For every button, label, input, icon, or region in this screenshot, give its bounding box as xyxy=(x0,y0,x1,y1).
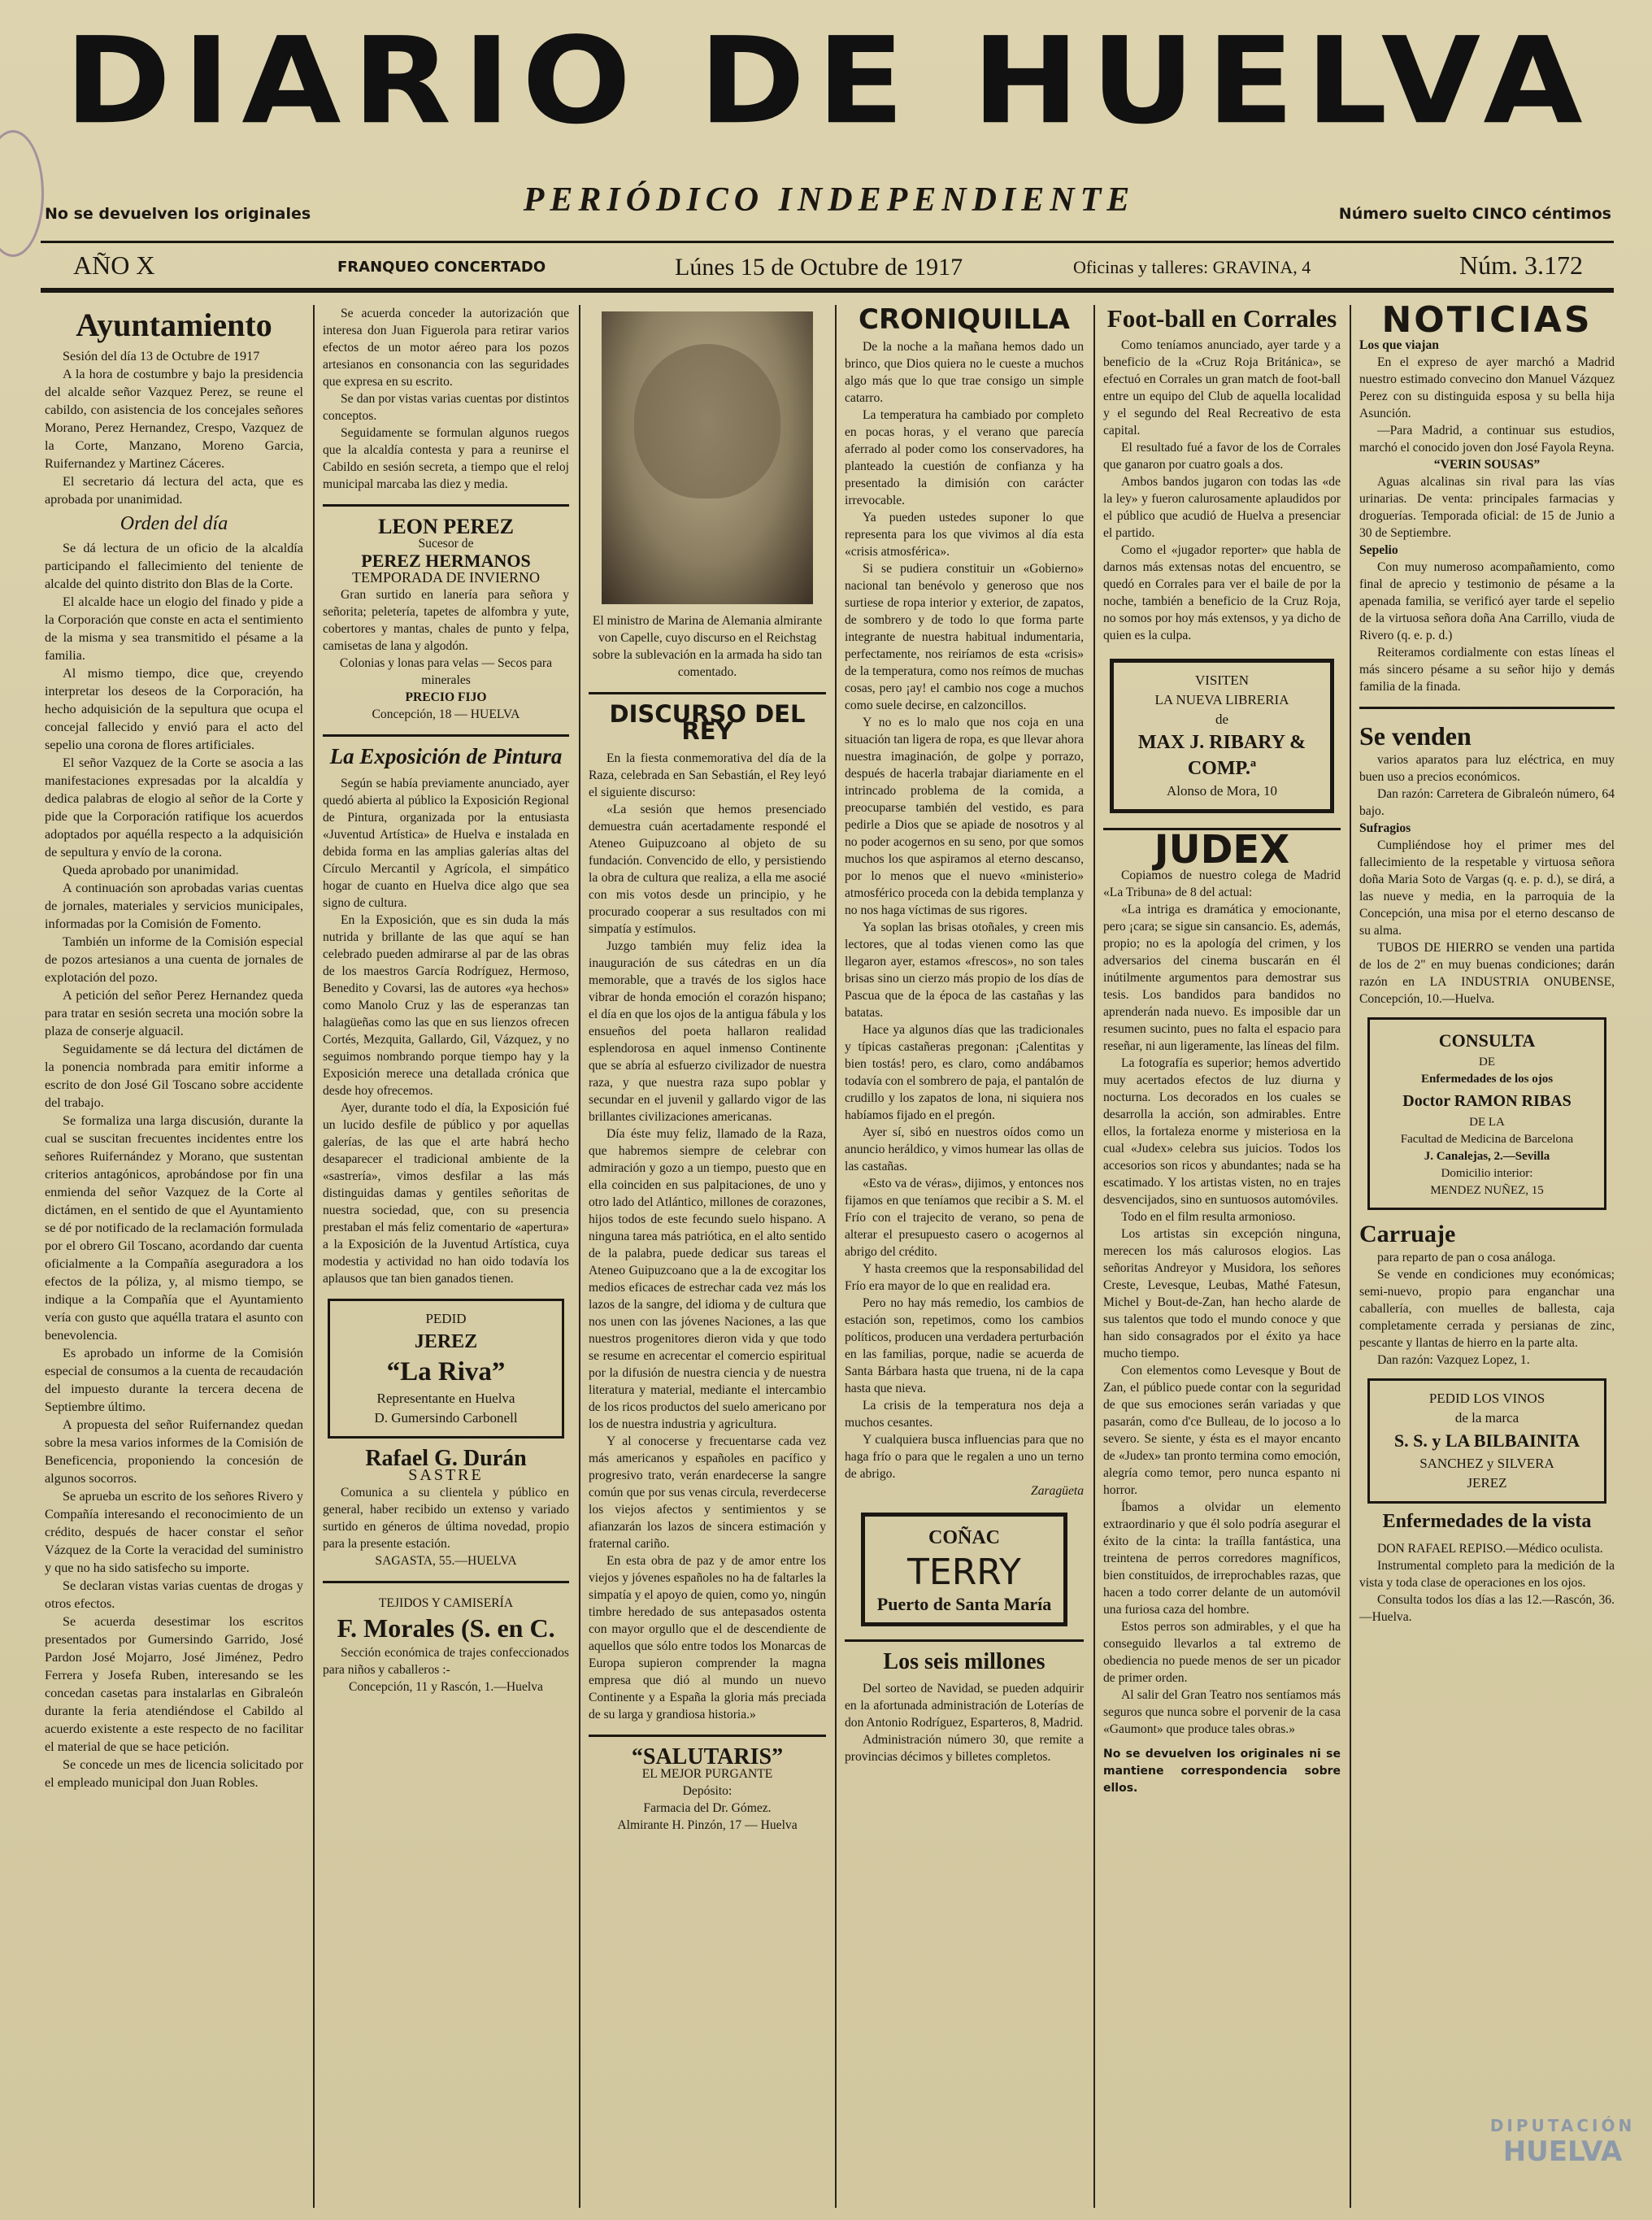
paragraph: A continuación son aprobadas varias cuentas de jornales, materiales y servicios municipales, informadas por la Comisión de Fomento. xyxy=(45,881,303,931)
paragraph: Copiamos de nuestro colega de Madrid «La Tribuna» de 8 del actual: xyxy=(1103,868,1341,899)
paragraph: Juzgo también muy feliz idea la inauguración de sus cátedras en un día memorable, que a través de los siglos hace vibrar de honda emoción el corazón hispano; el día en que los ojos de la antigua fábula y los ensueños del poeta hallaron realidad esplendorosa en aquel inmenso Continente que se abría al esfuerzo civilizador de nuestra raza, y que nuestra raza supo poblar y secundar en el juvenil y gallardo vigor de las brillantes civilizaciones americanas. xyxy=(589,939,826,1124)
paragraph: Íbamos a olvidar un elemento extraordinario y que él solo podría asegurar el éxito de la cinta: la traílla fantástica, una treintena de perros corredores magníficos, bien constituidos, de irreprochables razas, que hacen a todo correr delante de un automóvil una furiosa caza del hombre. xyxy=(1103,1500,1341,1617)
news-heading: Enfermedades de la vista xyxy=(1382,1511,1592,1532)
ad-text: de la marca xyxy=(1454,1410,1519,1426)
ad-brand: S. S. y LA BILBAINITA xyxy=(1393,1430,1580,1451)
paragraph: Y no es lo malo que nos coja en una situación tan ligera de ropa, es que llevar ahora nuestra imaginación, de golpe y porrazo, después de hacerla trabajar diariamente en el intrincado problema de la comida, a preocuparse también del vestido, es para pedirle a Dios que se apiade de nosotros y al no poder acogernos en su seno, por que somos muchos los que aspiramos al eterno descanso, por lo menos que el nuevo «ministerio» atmosférico proceda con la debida templanza y no nos haga víctimas de sus rigores. xyxy=(845,716,1084,917)
paragraph: Como teníamos anunciado, ayer tarde y a beneficio de la «Cruz Roja Británica», se efectuó en Corrales un gran match de foot-ball entre un equipo del Club de aquella localidad y el segundo del Real Recreativo de esta capital. xyxy=(1103,338,1341,437)
paragraph: Ayer, durante todo el día, la Exposición fué un lucido desfile de público y por aquellas galerías, de las que el arte habrá hecho desaparecer el tradicional ambiente de la «sastrería», vimos desfilar a las más distinguidas damas y gentiles señoritas de nuestra sociedad, que, con su presencia prestaban el más feliz comentario de «apertura» a la Exposición de la Juventud Artística, cuya modestia y actividad no han oido todavía los aplausos que tan bien ganados tienen. xyxy=(323,1101,569,1286)
paragraph: Seguidamente se dá lectura del dictámen de la ponencia nombrada para emitir informe a escrito de don José Gil Toscano sobre accidente del trabajo. xyxy=(45,1042,303,1110)
paragraph: Estos perros son admirables, y el que ha conseguido llevarlos a tal extremo de obediencia no puede menos de ser un picador de primer orden. xyxy=(1103,1620,1341,1685)
column-rule xyxy=(579,305,580,2208)
paragraph: Ayer sí, sibó en nuestros oídos como un anuncio heráldico, y vimos humear las ollas de las castañas. xyxy=(845,1125,1084,1173)
paragraph: Dan razón: Carretera de Gibraleón número, 64 bajo. xyxy=(1359,787,1615,818)
news-heading: Sepelio xyxy=(1359,543,1398,557)
paragraph: Cumpliéndose hoy el primer mes del fallecimiento de la respetable y virtuosa señora doña Maria Soto de Vargas (q. e. p. d.), se dirá, a las nueve y media, en la parroquia de la Concepción, una misa por el eterno descanso de su alma. xyxy=(1359,838,1615,938)
ad-trade: TEJIDOS Y CAMISERÍA xyxy=(378,1596,514,1610)
ad-address: J. Canalejas, 2.—Sevilla xyxy=(1424,1150,1550,1163)
section-title: La Exposición de Pintura xyxy=(329,744,563,768)
ad-bilbainita xyxy=(1367,1378,1606,1504)
column-croniquilla xyxy=(845,305,1084,2208)
paragraph: Sesión del día 13 de Octubre de 1917 xyxy=(63,349,260,363)
ad-text: Domicilio interior: xyxy=(1441,1167,1533,1180)
paragraph: El secretario dá lectura del acta, que es aprobada por unanimidad. xyxy=(45,474,303,507)
top-rule xyxy=(41,241,1614,243)
price-note: Número suelto CINCO céntimos xyxy=(1338,205,1611,223)
paragraph: De la noche a la mañana hemos dado un brinco, que Dios quiera no le cueste a muchos algo más que lo que trae consigo un simple catarro. xyxy=(845,340,1084,405)
photo-caption: El ministro de Marina de Alemania almirante von Capelle, cuyo discurso en el Reichstag sobre la sublevación en la armada ha sido tan comentado. xyxy=(592,614,823,679)
paragraph: Y cualquiera busca influencias para que no haga frío o para que le regalen a uno un terno de abrigo. xyxy=(845,1433,1084,1481)
ad-text: PEDID xyxy=(425,1311,467,1326)
library-seal xyxy=(0,130,44,257)
paragraph: Como el «jugador reporter» que habla de darnos más extensas notas del encuentro, se quedó en Corrales para ver el baile de por la noche, también a beneficio de la Cruz Roja, no somos por hoy más extensos, y ya dicho de quien es la culpa. xyxy=(1103,543,1341,642)
paragraph: varios aparatos para luz eléctrica, en muy buen uso a precios económicos. xyxy=(1359,753,1615,784)
ad-salutaris xyxy=(589,1744,826,1834)
section-title: NOTICIAS xyxy=(1381,305,1593,341)
postage-note: FRANQUEO CONCERTADO xyxy=(337,259,546,276)
issue-info-row xyxy=(41,249,1614,286)
paragraph: Consulta todos los días a las 12.—Rascón, 36.—Huelva. xyxy=(1359,1593,1615,1624)
paragraph: Pero no hay más remedio, los cambios de estación son, repetimos, como los cambios políticos, producen una verdadera perturbación en las familias, porque, nadie se acuerda de Santa Bárbara hasta que truena, ni de la capa hasta que nieva. xyxy=(845,1296,1084,1395)
ad-text: Enfermedades de los ojos xyxy=(1420,1073,1554,1086)
paragraph: Aguas alcalinas sin rival para las vías urinarias. De venta: principales farmacias y droguerías. Temporada oficial: de 15 de Junio a 30 de Septiembre. xyxy=(1359,475,1615,540)
paragraph: El señor Vazquez de la Corte se asocia a las manifestaciones expresadas por la alcaldía y dedica palabras de elogio al señor de la Corte y pide que la Corporación ratifique los acuerdos adoptados por aquélla respecto a la adquisición de sepultura y envío de la corona. xyxy=(45,755,303,860)
section-title: JUDEX xyxy=(1154,827,1290,873)
section-title: Foot-ball en Corrales xyxy=(1106,305,1337,333)
ad-text: Representante en Huelva xyxy=(376,1391,515,1406)
section-subtitle: Orden del día xyxy=(120,513,228,534)
section-title: CRONIQUILLA xyxy=(859,305,1070,336)
paragraph: También un informe de la Comisión especial de pozos artesianos a una cuenta de jornales de explotación del pozo. xyxy=(45,934,303,985)
paragraph: —Para Madrid, a continuar sus estudios, marchó el conocido joven don José Fayola Reyna. xyxy=(1359,424,1615,455)
ad-season: TEMPORADA DE INVIERNO xyxy=(352,569,540,585)
separator xyxy=(845,1639,1084,1642)
ad-leon-perez xyxy=(323,515,569,723)
paragraph: DON RAFAEL REPISO.—Médico oculista. xyxy=(1377,1542,1603,1556)
ad-text: D. Gumersindo Carbonell xyxy=(374,1410,518,1426)
ad-address: Concepción, 18 — HUELVA xyxy=(372,707,520,721)
ad-text: Comunica a su clientela y público en general, haber recibido un extenso y variado surtido en géneros de última novedad, propio para la presente estación. xyxy=(323,1486,569,1551)
section-title: Los seis millones xyxy=(883,1649,1046,1674)
ad-brand: TERRY xyxy=(907,1552,1021,1593)
ad-place: JEREZ xyxy=(414,1331,478,1352)
ad-morales xyxy=(323,1595,569,1695)
paragraph: Administración número 30, que remite a provincias décimos y billetes completos. xyxy=(845,1733,1084,1764)
paragraph: «Esto va de véras», dijimos, y entonces nos fijamos en que teníamos que recibir a S. M. el Frío con el trajecito de verano, so pena de alterar el presupuesto casero o acogernos al abrigo del crédito. xyxy=(845,1177,1084,1259)
paragraph: Y hasta creemos que la responsabilidad del Frío era mayor de lo que en realidad era. xyxy=(845,1262,1084,1293)
ad-title: F. Morales (S. en C. xyxy=(337,1613,555,1643)
column-second xyxy=(323,305,569,2208)
portrait-image xyxy=(602,311,813,604)
ad-name: Doctor RAMON RIBAS xyxy=(1402,1092,1572,1110)
ad-place: Puerto de Santa María xyxy=(876,1594,1052,1614)
paragraph: Instrumental completo para la medición de la vista y toda clase de operaciones en los ojos. xyxy=(1359,1559,1615,1590)
paragraph: Se concede un mes de licencia solicitado por el empleado municipal don Juan Robles. xyxy=(45,1757,303,1790)
column-rule xyxy=(1350,305,1351,2208)
ad-text: Facultad de Medicina de Barcelona xyxy=(1400,1133,1574,1146)
section-title: DISCURSO DEL REY xyxy=(609,700,806,745)
paragraph: Ambos bandos jugaron con todas las «de la ley» y fueron calurosamente aplaudidos por el público que acudió de Huelva a presenciar el partido. xyxy=(1103,475,1341,540)
paragraph: Es aprobado un informe de la Comisión especial de consumos a la cuenta de recaudación del impuesto durante la tercera decena de Septiembre último. xyxy=(45,1346,303,1414)
archive-stamp xyxy=(1481,2116,1644,2213)
paragraph: La temperatura ha cambiado por completo en pocas horas, y el verano que parecía aferrado al poder como los conservadores, ha planteado la cuestión de confianza y ha presentado la dimisión con carácter irrevocable. xyxy=(845,408,1084,507)
ad-text: Gran surtido en lanería para señora y señorita; peletería, tapetes de alfombra y yute, cobertores y mantas, chales de punto y felpa, camisetas de lana y algodón. xyxy=(323,588,569,653)
paragraph: La fotografía es superior; hemos advertido muy acertados efectos de luz diurna y nocturna. Los decorados en los cuales se desarrolla la acción, son admirables. Entre ellos, la fortaleza enorme y misteriosa en la cual «Judex» celebra sus juicios. Todos los accesorios son ricos y abundantes; nada se ha escatimado. Y los artistas visten, no en trajes desvencijados, sino en suntuosos automóviles. xyxy=(1103,1056,1341,1207)
ad-duran xyxy=(323,1446,569,1569)
separator xyxy=(589,692,826,694)
ad-brand: “SALUTARIS” xyxy=(631,1744,784,1769)
ad-price: PRECIO FIJO xyxy=(405,690,487,704)
paragraph: Se acuerda desestimar los escritos presentados por Gumersindo Garrido, José Pardon José Mojarro, José Jiménez, Pedro Ferrera y Josefa Ruben, interesando se les concedan casetas para instalarlas en Gibraleón durante la feria atendiéndose el Cabildo al acuerdo existente a este respecto de no facilitar el material de que se hace petición. xyxy=(45,1614,303,1754)
paragraph: A petición del señor Perez Hernandez queda para tratar en sesión secreta una moción sobre la plaza de conserje alguacil. xyxy=(45,988,303,1038)
paragraph: Se vende en condiciones muy económicas; semi-nuevo, propio para enganchar una caballería, con muelles de ballesta, caja completamente cerrada y persianas de zinc, pescante y llantas de hierro en la parte alta. xyxy=(1359,1268,1615,1350)
paragraph: Se aprueba un escrito de los señores Rivero y Compañía interesando el reconocimiento de un crédito, después de hacer constar el señor Vázquez de la Corte la veracidad del suministro y que no ha sido satisfecho su importe. xyxy=(45,1489,303,1575)
ad-brand: “La Riva” xyxy=(386,1357,506,1386)
column-rule xyxy=(313,305,315,2208)
masthead-title: DIARIO DE HUELVA xyxy=(64,11,1594,151)
column-rule xyxy=(1093,305,1095,2208)
issue-year: AÑO X xyxy=(73,250,155,280)
ad-firm: PEREZ HERMANOS xyxy=(361,551,531,571)
paragraph: Del sorteo de Navidad, se pueden adquirir en la afortunada administración de Loterías de don Antonio Rodríguez, Esparteros, 8, Madrid. xyxy=(845,1682,1084,1730)
paragraph: Al mismo tiempo, dice que, creyendo interpretar los deseos de la Corporación, ha hecho adquisición de la sepultura que ocupa el concejal fallecido y envió para el acto del sepelio una corona de flores artificiales. xyxy=(45,666,303,752)
ad-address: Concepción, 11 y Rascón, 1.—Huelva xyxy=(349,1680,543,1694)
ad-text: SANCHEZ y SILVERA xyxy=(1419,1456,1554,1471)
ad-text: de xyxy=(1215,712,1229,727)
ad-text: DE xyxy=(1479,1056,1495,1069)
news-heading: Se venden xyxy=(1359,721,1472,751)
ad-ribas xyxy=(1367,1017,1606,1210)
paragraph: TUBOS DE HIERRO se venden una partida de los de 2" en muy buenas condiciones; darán razón en LA INDUSTRIA ONUBENSE, Concepción, 10.—Huelva. xyxy=(1359,941,1615,1006)
column-third xyxy=(589,305,826,2208)
separator xyxy=(323,734,569,737)
paragraph: Y al conocerse y frecuentarse cada vez más americanos y españoles en pacífico y progresivo trato, verán enardecerse la sangre común que por sus venas circula, reverdecerse los viejos afectos y sentimientos y se afianzarán los lazos de sincera estimación y fraternal cariño. xyxy=(589,1434,826,1551)
ad-text: Depósito: xyxy=(682,1784,733,1798)
ad-address: Alonso de Mora, 10 xyxy=(1167,783,1277,799)
ad-text: PEDID LOS VINOS xyxy=(1428,1391,1545,1406)
paragraph: Ya pueden ustedes suponer lo que representa para los que vivimos al día esta «crisis atmosférica». xyxy=(845,511,1084,559)
ad-title: Rafael G. Durán xyxy=(365,1446,527,1471)
originals-note: No se devuelven los originales xyxy=(45,205,311,223)
ad-address: MENDEZ NUÑEZ, 15 xyxy=(1430,1184,1544,1197)
ad-text: LA NUEVA LIBRERIA xyxy=(1154,692,1289,707)
ad-text: Sucesor de xyxy=(418,537,474,551)
paragraph: Todo en el film resulta armonioso. xyxy=(1121,1210,1296,1224)
paragraph: El alcalde hace un elogio del finado y pide a la Corporación que conste en acta el sentimiento de la misma y sea transmitido el pésame a la familia. xyxy=(45,594,303,663)
paragraph: Ya soplan las brisas otoñales, y creen mis lectores, que al todas vienen como las que llegaron ayer, estamos «frescos», no son tales brisas sino un cierzo más propio de los días de Pascua que de la época de las castañas y las batatas. xyxy=(845,921,1084,1020)
column-ayuntamiento xyxy=(45,305,303,2208)
column-football xyxy=(1103,305,1341,2208)
ad-text: DE LA xyxy=(1469,1116,1505,1129)
ad-text: VISITEN xyxy=(1194,673,1250,688)
separator xyxy=(323,504,569,507)
paragraph: Con muy numeroso acompañamiento, como final de aprecio y testimonio de pésame a la apenada familia, se verificó ayer tarde el sepelio de la virtuosa señora doña Ana Carrillo, viuda de Rivero (q. e. p. d.) xyxy=(1359,560,1615,642)
ad-la-riva xyxy=(328,1299,564,1439)
separator xyxy=(589,1735,826,1737)
stamp-main-text: HUELVA xyxy=(1502,2135,1623,2168)
paragraph: Si se pudiera constituir un «Gobierno» nacional tan benévolo y generoso que nos surtiese de ropa interior y exterior, de zapatos, de sombrero y de todo lo que forma parte integrante de nuestra habitual indumentaria, perfectamente, nos reiríamos de esta «crisis» de la temperatura, como nos reímos de muchas cosas, pero ¡ay! el cambio nos coge a muchos como suele decirse, en calzoncillos. xyxy=(845,562,1084,712)
ad-address: SAGASTA, 55.—HUELVA xyxy=(375,1554,517,1568)
paragraph: para reparto de pan o cosa análoga. xyxy=(1377,1251,1556,1265)
issue-date: Lúnes 15 de Octubre de 1917 xyxy=(675,254,963,281)
masthead-subtitle: PERIÓDICO INDEPENDIENTE xyxy=(523,181,1136,219)
paragraph: Dan razón: Vazquez Lopez, 1. xyxy=(1377,1353,1530,1367)
paragraph: Se declaran vistas varias cuentas de drogas y otros efectos. xyxy=(45,1578,303,1611)
paragraph: El resultado fué a favor de los de Corrales que ganaron por cuatro goals a dos. xyxy=(1103,441,1341,472)
ad-title: LEON PEREZ xyxy=(378,515,514,538)
ad-text: EL MEJOR PURGANTE xyxy=(641,1767,773,1781)
paragraph: Según se había previamente anunciado, ayer quedó abierta al público la Exposición Regional de Pintura, organizada por la entusiasta «Juventud Artística» de Huelva e instalada en debida forma en las amplias galerías altas del Círculo Mercantil y Agrícola, el simpático hogar de cuanto en Huelva dice algo que sea signo de cultura. xyxy=(323,777,569,910)
news-heading: “VERIN SOUSAS” xyxy=(1433,458,1541,472)
ad-text: Sección económica de trajes confeccionados para niños y caballeros :- xyxy=(323,1646,569,1677)
ad-text: Colonias y lonas para velas — Secos para minerales xyxy=(339,656,553,687)
footer-note: No se devuelven los originales ni se mantiene correspondencia sobre ellos. xyxy=(1103,1748,1341,1795)
paragraph: Reiteramos cordialmente con estas líneas el más sincero pésame a su señor hijo y demás familia de la finada. xyxy=(1359,646,1615,694)
paragraph: Día éste muy feliz, llamado de la Raza, que habremos siempre de celebrar con admiración y gozo a un tiempo, puesto que en ella coinciden en sus palpitaciones, de uno y otro lado del Atlántico, millones de corazones, hijos todos de este fecundo suelo hispano. A ninguna tarea más patriótica, en el alto sentido de la palabra, puede dedicar sus tareas el Ateneo Guipuzcoano que a la de excogitar los medios eficaces de estrechar cada vez más los lazos de la sangre, del idioma y de cultura que nos unen con las jóvenes Naciones, a las que nuestros progenitores dieron vida y que todo se resume en acrecentar el comercio espiritual por la difusión de nuestra ciencia y de nuestra literatura y material, mediante el intercambio de los ricos productos del suelo americano por los de nuestra industria y agricultura. xyxy=(589,1127,826,1431)
paragraph: Hace ya algunos días que las tradicionales y típicas castañeras pregonan: ¡Calentitas y bien tostás! pero, es claro, como andábamos todavía con el sombrero de paja, el pantalón de crudillo y los zapatos de lona, ni siquiera nos habíamos fijado en el pregón. xyxy=(845,1023,1084,1122)
office-address: Oficinas y talleres: GRAVINA, 4 xyxy=(1073,257,1311,277)
ad-text: Farmacia del Dr. Gómez. xyxy=(643,1801,772,1815)
paragraph: Los artistas sin excepción ninguna, merecen los más calurosos elogios. Las señoritas Andreyor y Musidora, los señores Creste, Levesque, Leubas, Mathé Fatesun, Michel y Bout-de-Zan, han hecho alarde de sus talentos que todo el mundo conoce y que han sido consagrados por el éxito ya hace mucho tiempo. xyxy=(1103,1227,1341,1360)
ad-terry xyxy=(861,1513,1067,1626)
paragraph: En el expreso de ayer marchó a Madrid nuestro estimado convecino don Manuel Vázquez Perez con su distinguida esposa y su bella hija Asunción. xyxy=(1359,355,1615,420)
paragraph: La crisis de la temperatura nos deja a muchos cesantes. xyxy=(845,1399,1084,1430)
paragraph: En la fiesta conmemorativa del día de la Raza, celebrada en San Sebastián, el Rey leyó el siguiente discurso: xyxy=(589,751,826,799)
ad-kind: COÑAC xyxy=(928,1527,1000,1548)
ad-ribary xyxy=(1110,659,1334,813)
paragraph: Queda aprobado por unanimidad. xyxy=(63,863,239,877)
ad-trade: SASTRE xyxy=(408,1466,484,1484)
paragraph: Se formaliza una larga discusión, durante la cual se suscitan frecuentes incidentes entre los señores Ruifernández y Morano, que sustentan criterios antagónicos, aprobándose por fin una enmienda del señor Vazquez de la Corte al dictámen, en el sentido de que el Ayuntamiento se dé por notificado de la reclamación formulada por el obrero Gil Toscano, acordando dar cuenta oficialmente a la Compañía aseguradora a los efectos de la póliza, y, al mismo tiempo, se indique a la Compañía que el Ayuntamiento vería con gusto que aquélla tratara el asunto con benevolencia. xyxy=(45,1113,303,1343)
news-heading: Carruaje xyxy=(1359,1221,1456,1247)
paragraph: Se dan por vistas varias cuentas por distintos conceptos. xyxy=(323,392,569,423)
paragraph: A propuesta del señor Ruifernandez quedan sobre la mesa varios informes de la Comisión de Beneficencia, proponiendo la concesión de algunos socorros. xyxy=(45,1417,303,1486)
issue-number: Núm. 3.172 xyxy=(1459,250,1583,280)
separator xyxy=(1359,707,1615,709)
section-title: Ayuntamiento xyxy=(76,307,272,343)
separator xyxy=(323,1581,569,1583)
news-heading: Los que viajan xyxy=(1359,338,1439,352)
paragraph: En esta obra de paz y de amor entre los viejos y jóvenes españoles no ha de faltarles la simpatía y el apoyo de quien, como yo, ningún timbre heredado de sus antepasados ostenta con mayor orgullo que el de descendiente de aquellos que sólo entre todos los Monarcas de Europa supieron comprender la magna empresa que dió al mundo un nuevo Continente y a España la gloria más preciada de su larga y grandiosa historia.» xyxy=(589,1554,826,1722)
paragraph: Se acuerda conceder la autorización que interesa don Juan Figuerola para retirar varios efectos de un motor aéreo para los pozos artesianos en consonancia con las seguridades que expresa en su escrito. xyxy=(323,307,569,389)
paragraph: Con elementos como Levesque y Bout de Zan, el público puede contar con la seguridad de que sus emociones serán variadas y que pasarán, como d'ce Bulleau, de lo jocoso a lo severo. Se siente, y ésta es el mayor encanto de «Judex» tan pronto termina como emoción, alegría como temor, pero nunca espanto ni horror. xyxy=(1103,1364,1341,1497)
paragraph: A la hora de costumbre y bajo la presidencia del alcalde señor Vazquez Perez, se reune el cabildo, con asistencia de los concejales señores Morano, Perez Hernandez, Crespo, Vazquez de la Corte, Manzano, Moreno Garcia, Ruifernandez y Martinez Cáceres. xyxy=(45,367,303,471)
signature: Zaragüeta xyxy=(1031,1484,1084,1498)
column-noticias xyxy=(1359,305,1615,2208)
paragraph: «La sesión que hemos presenciado demuestra cuán acertadamente respondé el Ateneo Guipuzcoano al objeto de su fundación. Convencido de ello, y persistiendo la obra de cultura que realiza, a ella me asocié con mis votos desde un principio, y he procurado cooperar a sus resultados con mi simpatía y estímulos. xyxy=(589,803,826,936)
stamp-top-text: DIPUTACIÓN xyxy=(1489,2116,1636,2135)
ad-place: JEREZ xyxy=(1467,1475,1507,1491)
paragraph: En la Exposición, que es sin duda la más nutrida y brillante de las que aquí se han celebrado pueden admirarse al par de las obras de los maestros García Rodríguez, Hermoso, Benedito y Covarsi, las de autores «ya hechos» como Manolo Cruz y las de esperanzas tan halagüeñas como las que en sus lienzos ofrecen Cortés, Mezquita, Gallardo, Gil, Vázquez, y no seguimos nombrando porque tiempo hay y la Exposición merece una detallada crónica que desde hoy ofrecemos. xyxy=(323,913,569,1098)
header-rule xyxy=(41,288,1614,293)
news-heading: Sufragios xyxy=(1359,821,1411,835)
column-rule xyxy=(835,305,837,2208)
paragraph: «La intriga es dramática y emocionante, pero ¡cara; se sigue sin cansancio. Es, además, propio; no es la apología del crimen, y los adversarios del cinema buscarán en él inútilmente argumentos para demostrar sus tesis. Los bandidos para bandidos no aprenderán nada nuevo. Es imposible dar un resumen sucinto, pues no falta el espacio para reseñar, ni aun ligeramente, las líneas del film. xyxy=(1103,903,1341,1053)
paragraph: Se dá lectura de un oficio de la alcaldía participando el fallecimiento del teniente de alcalde del quinto distrito don Blas de la Corte. xyxy=(45,541,303,591)
paragraph: Seguidamente se formulan algunos ruegos que la alcaldía contesta y para a reunirse el Cabildo en sesión secreta, a tiempo que el reloj municipal marcaba las diez y media. xyxy=(323,426,569,491)
ad-address: Almirante H. Pinzón, 17 — Huelva xyxy=(617,1818,798,1832)
ad-kind: CONSULTA xyxy=(1438,1030,1536,1051)
paragraph: Al salir del Gran Teatro nos sentíamos más seguros que nunca sobre el porvenir de la casa «Gaumont» que produce tales obras.» xyxy=(1103,1688,1341,1736)
ad-name: MAX J. RIBARY & COMP.ª xyxy=(1137,732,1306,779)
